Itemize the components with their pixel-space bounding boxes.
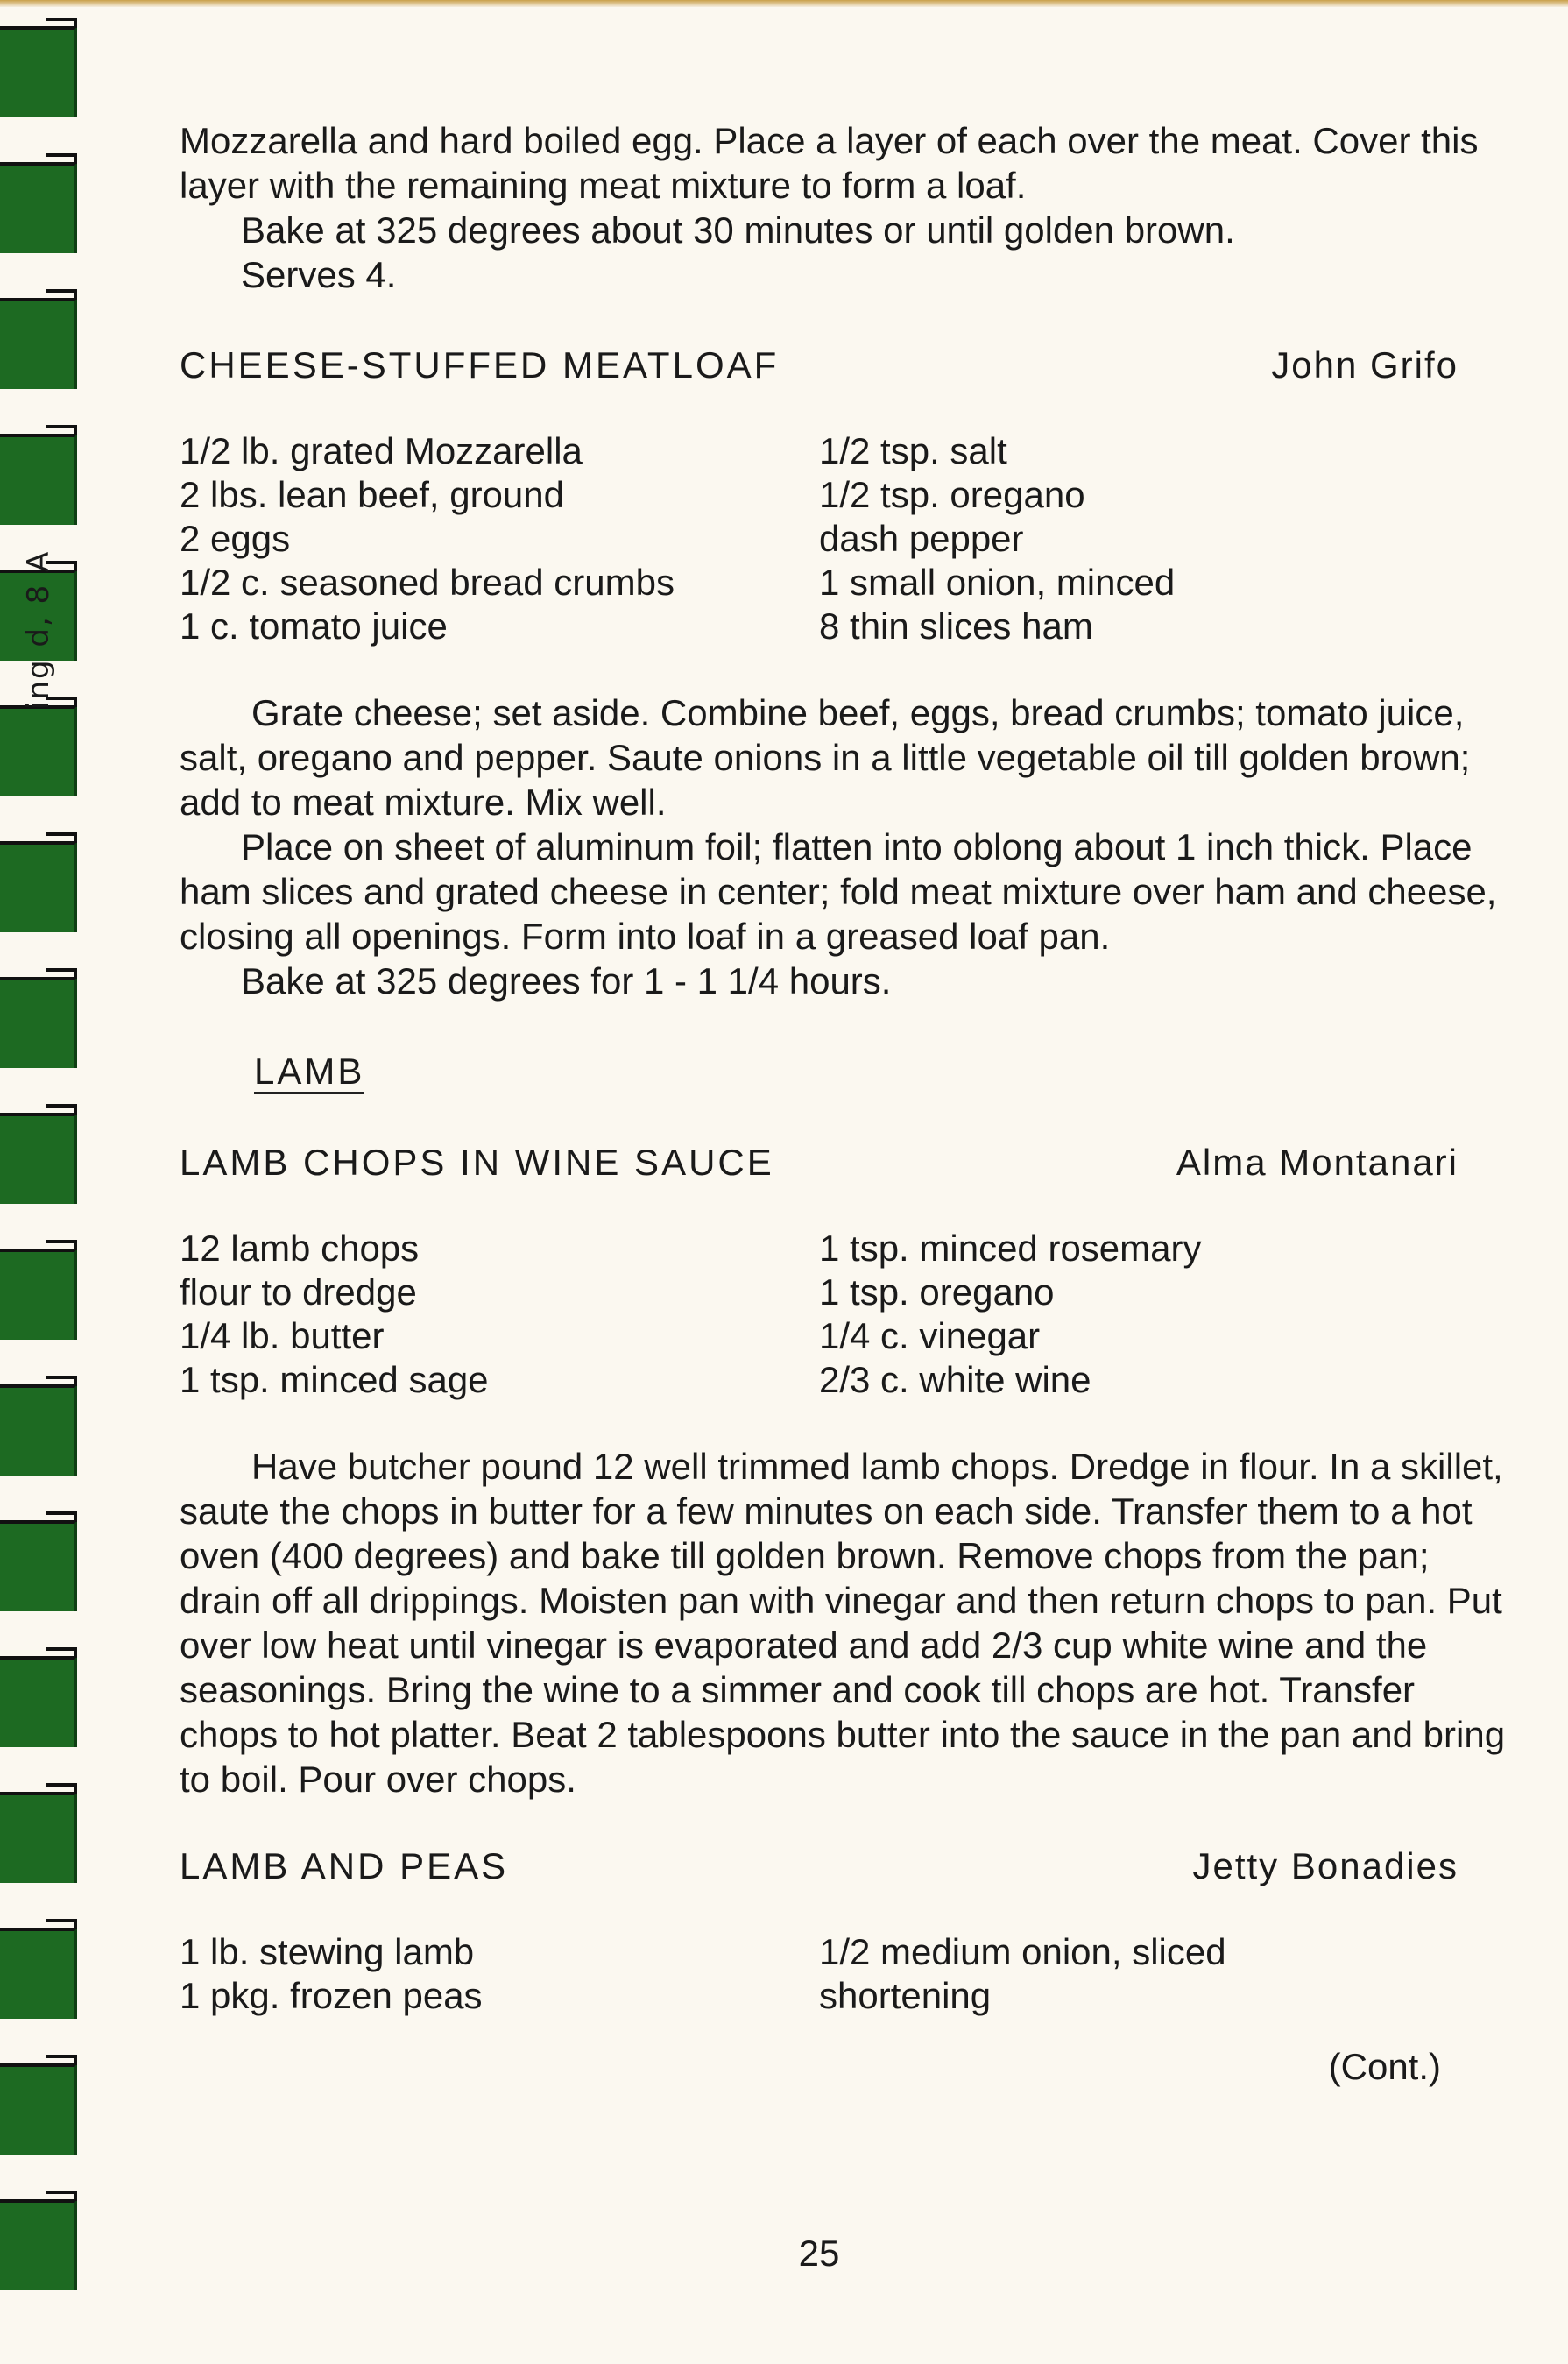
ingredient-item: 1 tsp. minced rosemary: [819, 1228, 1202, 1269]
binding-tab: [0, 841, 77, 932]
binding-tab: [0, 1928, 77, 2019]
ingredient-item: dash pepper: [819, 518, 1024, 559]
recipe-contributor: Jetty Bonadies: [1192, 1845, 1459, 1886]
intro-bake-line: Bake at 325 degrees about 30 minutes or until golden brown.: [241, 209, 1235, 251]
ingredient-item: 8 thin slices ham: [819, 605, 1093, 647]
ingredient-column-left: [180, 1930, 819, 2018]
recipe-title: LAMB CHOPS IN WINE SAUCE: [180, 1142, 774, 1183]
ingredient-item: 12 lamb chops: [180, 1228, 420, 1269]
ingredient-column-left: [180, 429, 819, 648]
binding-tab: [0, 1384, 77, 1476]
ingredient-item: 1/2 medium onion, sliced: [819, 1931, 1226, 1972]
ingredient-item: 1/2 tsp. oregano: [819, 474, 1085, 515]
ingredient-item: 1/2 lb. grated Mozzarella: [180, 430, 583, 471]
page-number: 25: [798, 2233, 840, 2274]
ingredient-item: 1 lb. stewing lamb: [180, 1931, 475, 1972]
spiral-binding: [0, 0, 83, 2364]
ingredient-item: 1/2 tsp. salt: [819, 430, 1007, 471]
page-content: [180, 118, 1520, 2089]
ingredient-item: 1 c. tomato juice: [180, 605, 448, 647]
binding-tab: [0, 2063, 77, 2155]
ingredient-item: 2 lbs. lean beef, ground: [180, 474, 564, 515]
ingredient-item: 2 eggs: [180, 518, 291, 559]
recipe-contributor: Alma Montanari: [1176, 1142, 1459, 1183]
binding-tab: [0, 162, 77, 253]
directions-paragraph: Grate cheese; set aside. Combine beef, eggs, bread crumbs; tomato juice, salt, oregano and pepper. Saute onions in a little vegetable oil till golden brown; add to meat mixture. Mix well.: [180, 692, 1471, 823]
ingredient-item: 1/4 c. vinegar: [819, 1315, 1041, 1356]
binding-tab: [0, 1792, 77, 1883]
ingredient-column-right: [819, 1930, 1226, 2018]
ingredient-column-right: [819, 1227, 1202, 1402]
binding-tab: [0, 26, 77, 117]
continued-note: (Cont.): [1328, 2046, 1441, 2087]
spine-margin-text: ing d, 8 A: [21, 549, 56, 710]
binding-tab: [0, 1113, 77, 1204]
binding-tab: [0, 705, 77, 796]
ingredient-list: [180, 1930, 1476, 2018]
page-top-edge: [0, 0, 1568, 7]
ingredient-item: 1 tsp. oregano: [819, 1271, 1055, 1313]
ingredient-item: 1 tsp. minced sage: [180, 1359, 489, 1400]
section-heading: LAMB: [254, 1051, 364, 1094]
ingredient-item: 1 pkg. frozen peas: [180, 1975, 483, 2016]
ingredient-list: [180, 429, 1476, 648]
directions-bake-line: Bake at 325 degrees for 1 - 1 1/4 hours.: [241, 960, 892, 1002]
ingredient-column-left: [180, 1227, 819, 1402]
recipe-header: [180, 1844, 1459, 1888]
intro-paragraph: Mozzarella and hard boiled egg. Place a layer of each over the meat. Cover this layer with the remaining meat mixture to form a loaf.: [180, 120, 1479, 206]
ingredient-item: shortening: [819, 1975, 992, 2016]
ingredient-item: 1 small onion, minced: [819, 562, 1176, 603]
ingredient-item: 1/2 c. seasoned bread crumbs: [180, 562, 675, 603]
ingredient-column-right: [819, 429, 1175, 648]
ingredient-item: 2/3 c. white wine: [819, 1359, 1091, 1400]
ingredient-item: 1/4 lb. butter: [180, 1315, 385, 1356]
binding-tab: [0, 1249, 77, 1340]
recipe-title: CHEESE-STUFFED MEATLOAF: [180, 344, 780, 386]
directions-paragraph: Have butcher pound 12 well trimmed lamb chops. Dredge in flour. In a skillet, saute the chops in butter for a few minutes on each side. Transfer them to a hot oven (400 degrees) and bake till golden brown. Remove chops from the pan; drain off all drippings. Moisten pan with vinegar and then return chops to pan. Put over low heat until vinegar is evaporated and add 2/3 cup white wine and the seasonings. Bring the wine to a simmer and cook till chops are hot. Transfer chops to hot platter. Beat 2 tablespoons butter into the sauce in the pan and bring to boil. Pour over chops.: [180, 1446, 1506, 1800]
binding-tab: [0, 1520, 77, 1611]
recipe-header: [180, 343, 1459, 387]
recipe-contributor: John Grifo: [1271, 344, 1459, 386]
intro-serves-line: Serves 4.: [241, 254, 397, 295]
ingredient-list: [180, 1227, 1476, 1402]
recipe-header: [180, 1140, 1459, 1185]
directions-paragraph: Place on sheet of aluminum foil; flatten into oblong about 1 inch thick. Place ham slices and grated cheese in center; fold meat mixture over ham and cheese, closing all openings. Form into loaf in a greased loaf pan.: [180, 826, 1497, 957]
binding-tab: [0, 977, 77, 1068]
ingredient-item: flour to dredge: [180, 1271, 417, 1313]
binding-tab: [0, 1656, 77, 1747]
recipe-title: LAMB AND PEAS: [180, 1845, 509, 1886]
